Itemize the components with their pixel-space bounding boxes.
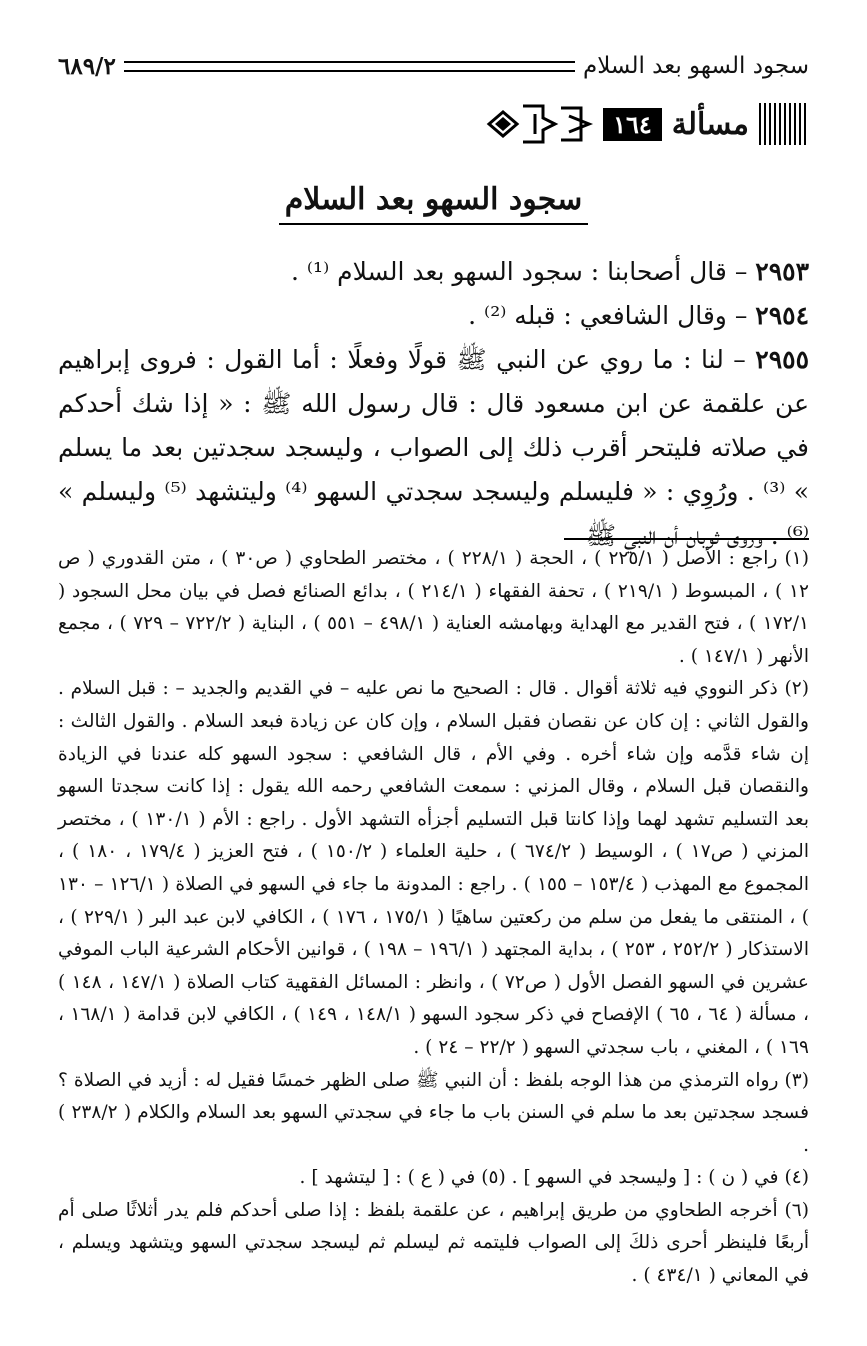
paragraph-number: ٢٩٥٣: [755, 257, 809, 286]
main-text: [58, 250, 809, 558]
footnote: (٤) في ( ن ) : [ وليسجد في السهو ] . (٥) في ( ع ) : [ ليتشهد ] .: [299, 1167, 809, 1189]
footnotes: [58, 543, 809, 1293]
page-number: ٦٨٩/٢: [58, 52, 116, 80]
running-title: سجود السهو بعد السلام: [582, 53, 809, 79]
footnote: (٢) ذكر النووي فيه ثلاثة أقوال . قال : الصحيح ما نص عليه – في القديم والجديد – : قبل السلام . والقول الثاني : إن كان عن نقصان فقبل السلام ، وإن كان عن زيادة فبعد السلام . والقول الثالث : إن شاء قدَّمه وإن شاء أخره . وفي الأم ، قال الشافعي : سجود السهو كله عندنا في الزيادة والنقصان قبل السلام ، وقال المزني : سمعت الشافعي رحمه الله يقول : إذا كانت سجدتا السهو بعد التسليم تشهد لهما وإذا كانتا قبل التسليم أجزأه التشهد الأول . راجع : الأم ( ١٣٠/١ ) ، مختصر المزني ( ص١٧ ) ، الوسيط ( ٦٧٤/٢ ) ، حلية العلماء ( ١٥٠/٢ ) ، فتح العزيز ( ١٧٩/٤ ، ١٨٠ ) ، المجموع مع المهذب ( ١٥٣/٤ – ١٥٥ ) . راجع : المدونة ما جاء في السهو في الصلاة ( ١٢٦/١ – ١٣٠ ) ، المنتقى ما يفعل من سلم من ركعتين ساهيًا ( ١٧٥/١ ، ١٧٦ ) ، الكافي لابن عبد البر ( ٢٢٩/١ ) ، الاستذكار ( ٢٥٢/٢ ، ٢٥٣ ) ، بداية المجتهد ( ١٩٦/١ – ١٩٨ ) ، قوانين الأحكام الشرعية الباب الموفي عشرين في السهو الفصل الأول ( ص٧٢ ) ، وانظر : المسائل الفقهية كتاب الصلاة ( ١٤٧/١ ، ١٤٨ ) ، مسألة ( ٦٤ ، ٦٥ ) الإفصاح في ذكر سجود السهو ( ١٤٨/١ ، ١٤٩ ) ، الكافي لابن قدامة ( ١٦٨/١ ، ١٦٩ ) ، المغني ، باب سجدتي السهو ( ٢٢/٢ – ٢٤ ) .: [58, 678, 810, 1058]
bars-ornament-icon: [759, 103, 809, 145]
footnote-separator: [564, 538, 809, 540]
paragraph-number: ٢٩٥٤: [755, 301, 809, 330]
masala-label: مسألة: [671, 106, 749, 142]
paragraph-text: – وقال الشافعي : قبله ⁽²⁾ .: [468, 301, 748, 330]
paragraph-text: – لنا : ما روي عن النبي ﷺ قولًا وفعلًا : أما القول : فروى إبراهيم عن علقمة عن ابن مسعود قال : قال رسول الله ﷺ : « إذا شك أحدكم في صلاته فليتحر أقرب ذلك إلى الصواب ، وليسجد سجدتين بعد ما يسلم » ⁽³⁾ . ورُوِي : « فليسلم وليسجد سجدتي السهو ⁽⁴⁾ وليتشهد ⁽⁵⁾ وليسلم » ⁽⁶⁾ . وروى ثوبان أن النبي ﷺ: [58, 345, 810, 550]
masala-number: ١٦٤: [603, 108, 662, 141]
footnote: (٦) أخرجه الطحاوي من طريق إبراهيم ، عن علقمة بلفظ : إذا صلى أحدكم فلم يدر أثلاثًا صلى أم أربعًا فلينظر أحرى ذلكَ إلى الصواب فليتمه ثم ليسلم ثم ليسجد سجدتي السهو ويتشهد ويسلم ، في المعاني ( ٤٣٤/١ ) .: [58, 1199, 809, 1287]
footnote: (١) راجع : الأصل ( ٢٢٥/١ ) ، الحجة ( ٢٢٨/١ ) ، مختصر الطحاوي ( ص٣٠ ) ، متن القدوري ( ص ١٢ ) ، المبسوط ( ٢١٩/١ ) ، تحفة الفقهاء ( ٢١٤/١ ) ، بدائع الصنائع فصل في بيان محل السجود ( ١٧٢/١ ) ، فتح القدير مع الهداية وبهامشه العناية ( ٤٩٨/١ – ٥٥١ ) ، البناية ( ٧٢٢/٢ – ٧٢٩ ) ، مجمع الأنهر ( ١٤٧/١ ) .: [58, 548, 810, 667]
arabesque-ornament-icon: [485, 100, 595, 148]
section-title: سجود السهو بعد السلام: [0, 178, 867, 225]
masala-banner: [485, 98, 809, 150]
paragraph: [58, 294, 809, 338]
footnote: (٣) رواه الترمذي من هذا الوجه بلفظ : أن النبي ﷺ صلى الظهر خمسًا فقيل له : أزيد في الصلاة ؟ فسجد سجدتين بعد ما سلم في السنن باب ما جاء في سجدتي السهو بعد السلام والكلام ( ٢٣٨/٢ ) .: [58, 1069, 809, 1156]
header-rule: [124, 61, 575, 72]
paragraph-text: – قال أصحابنا : سجود السهو بعد السلام ⁽¹⁾ .: [290, 257, 748, 286]
paragraph: [58, 250, 809, 294]
paragraph: [58, 338, 809, 558]
running-header: [58, 50, 809, 82]
paragraph-number: ٢٩٥٥: [755, 345, 809, 374]
